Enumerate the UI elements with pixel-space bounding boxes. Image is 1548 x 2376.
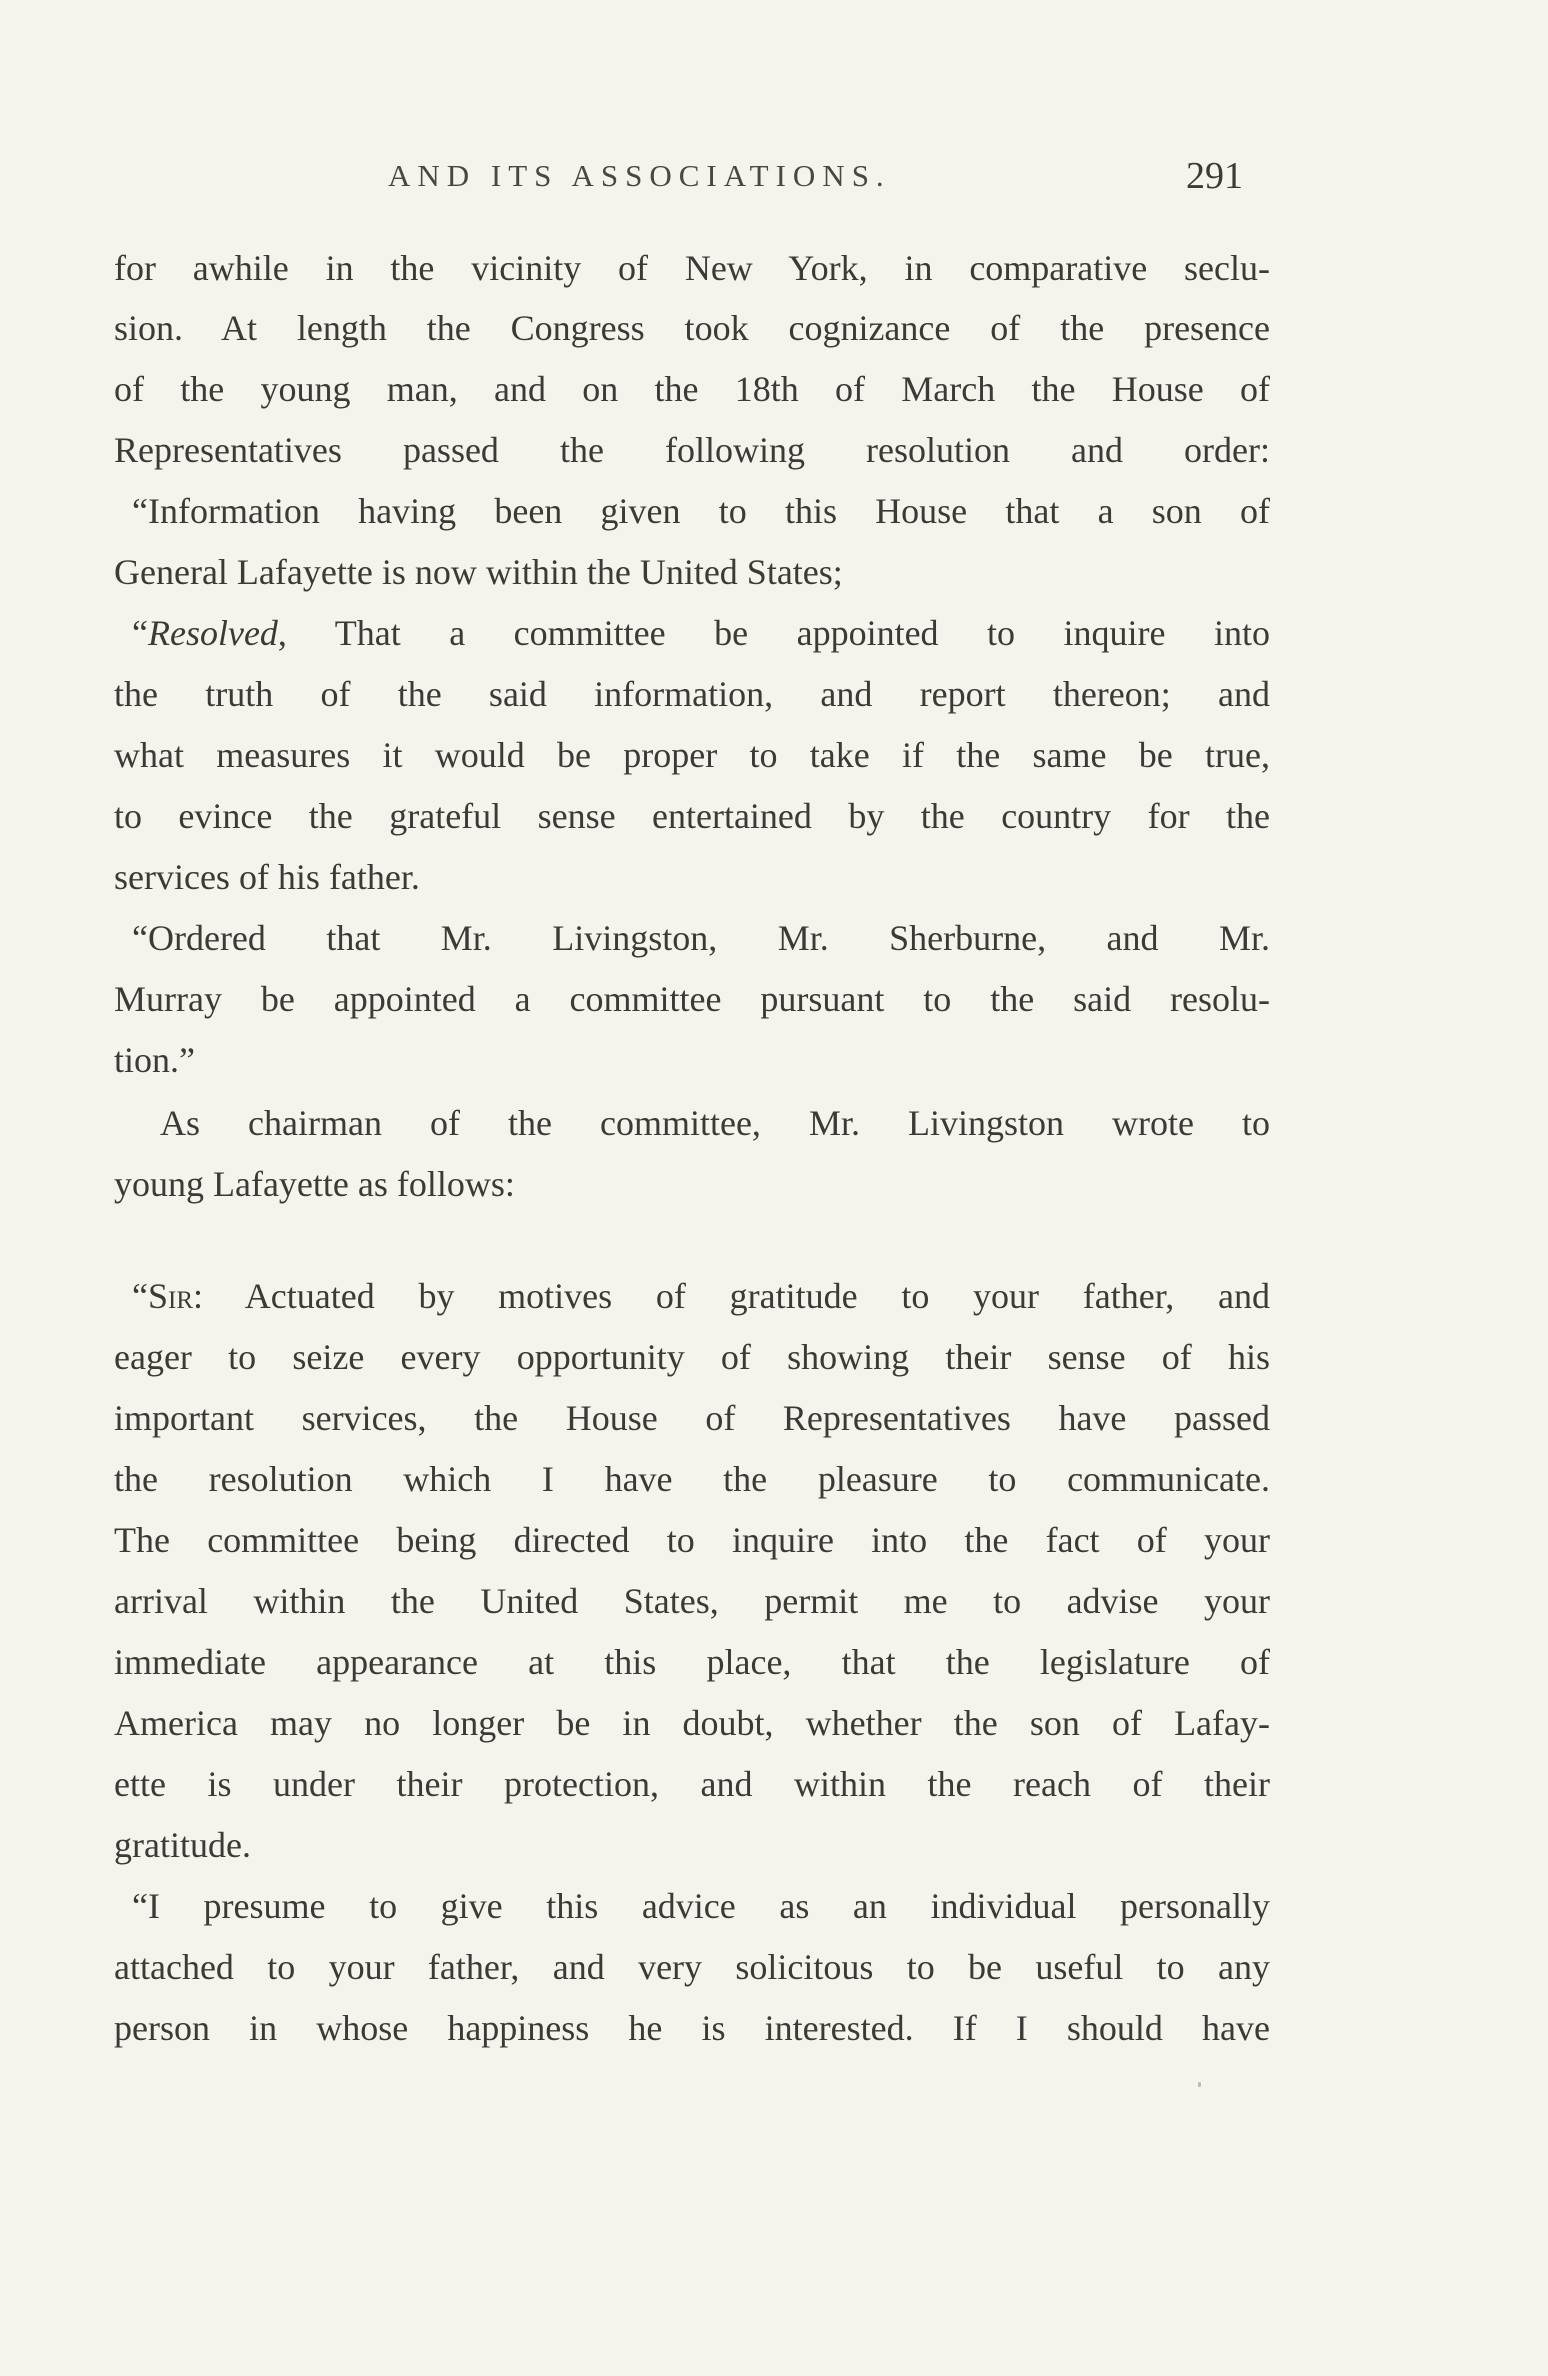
text-line: “Resolved, That a committee be appointed to inquire into <box>132 613 1270 653</box>
text-line: “Ordered that Mr. Livingston, Mr. Sherburne, and Mr. <box>132 918 1270 958</box>
text-line: “I presume to give this advice as an individual personally <box>132 1886 1270 1926</box>
smallcaps-word: Sir <box>147 1276 194 1316</box>
text-line: attached to your father, and very solicitous to be useful to any <box>114 1947 1270 1987</box>
running-title: AND ITS ASSOCIATIONS. <box>388 158 891 193</box>
text-line: Murray be appointed a committee pursuant to the said resolu- <box>114 979 1270 1019</box>
text-line: “Sir: Actuated by motives of gratitude to your father, and <box>132 1276 1270 1316</box>
paper-speck <box>1198 2082 1201 2087</box>
text-line: the resolution which I have the pleasure to communicate. <box>114 1459 1270 1499</box>
text-line: arrival within the United States, permit me to advise your <box>114 1581 1270 1621</box>
text-line: ette is under their protection, and within the reach of their <box>114 1764 1270 1804</box>
text-line: General Lafayette is now within the United States; <box>114 552 843 592</box>
text-line: of the young man, and on the 18th of March the House of <box>114 369 1270 409</box>
text-line: services of his father. <box>114 857 420 897</box>
italic-word: Resolved <box>147 613 278 653</box>
text-line: the truth of the said information, and report thereon; and <box>114 674 1270 714</box>
text-line: what measures it would be proper to take if the same be true, <box>114 735 1270 775</box>
page-number: 291 <box>1186 155 1243 197</box>
text-line: tion.” <box>114 1040 195 1080</box>
text-line: eager to seize every opportunity of showing their sense of his <box>114 1337 1270 1377</box>
running-head <box>0 150 1548 210</box>
text-line: gratitude. <box>114 1825 251 1865</box>
text-line: to evince the grateful sense entertained by the country for the <box>114 796 1270 836</box>
text-line: The committee being directed to inquire into the fact of your <box>114 1520 1270 1560</box>
text-line: young Lafayette as follows: <box>114 1164 515 1204</box>
text-line: person in whose happiness he is interested. If I should have <box>114 2008 1270 2048</box>
text-line: important services, the House of Representatives have passed <box>114 1398 1270 1438</box>
text-line: Representatives passed the following resolution and order: <box>114 430 1270 470</box>
text-line: sion. At length the Congress took cognizance of the presence <box>114 308 1270 348</box>
text-line: America may no longer be in doubt, whether the son of Lafay- <box>114 1703 1270 1743</box>
text-line: for awhile in the vicinity of New York, in comparative seclu- <box>114 248 1270 288</box>
text-line: As chairman of the committee, Mr. Livingston wrote to <box>160 1103 1270 1143</box>
text-line: “Information having been given to this House that a son of <box>132 491 1270 531</box>
text-line: immediate appearance at this place, that the legislature of <box>114 1642 1270 1682</box>
